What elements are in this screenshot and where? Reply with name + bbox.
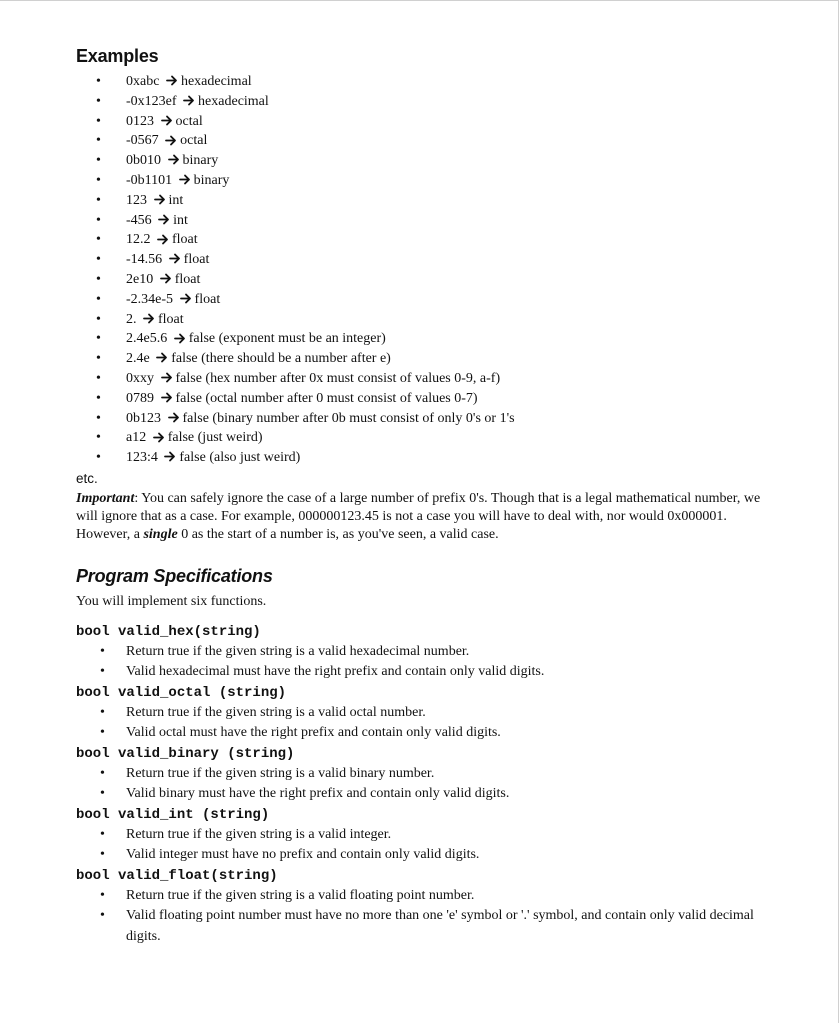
examples-heading: Examples [76, 46, 159, 66]
function-signature: bool valid_hex(string) [76, 623, 261, 640]
function-signature: bool valid_int (string) [76, 806, 270, 823]
bullet-icon: • [100, 643, 105, 659]
example-input: 2.4e5.6 [126, 331, 168, 347]
example-input: a12 [126, 430, 147, 446]
bullet-icon: • [100, 786, 105, 802]
function-point-text: Valid hexadecimal must have the right prefix and contain only valid digits. [126, 664, 545, 680]
right-arrow-icon [166, 75, 178, 86]
right-arrow-icon [161, 372, 173, 383]
function-point [76, 784, 766, 805]
right-arrow-icon [168, 412, 180, 423]
example-item [76, 270, 766, 290]
example-input: 12.2 [126, 232, 151, 248]
function-signature: bool valid_octal (string) [76, 684, 287, 701]
bullet-icon: • [96, 74, 101, 89]
example-item [76, 191, 766, 211]
example-result: octal [175, 113, 203, 129]
example-result: false (there should be a number after e) [171, 351, 391, 367]
function-point [76, 886, 766, 907]
example-result: float [158, 311, 184, 327]
function-point-text: Valid integer must have no prefix and contain only valid digits. [126, 847, 480, 863]
function-point [76, 764, 766, 785]
example-item [76, 329, 766, 349]
example-item [76, 151, 766, 171]
example-result: hexadecimal [198, 93, 269, 109]
right-arrow-icon [174, 333, 186, 344]
example-result: float [183, 252, 210, 268]
function-points [76, 825, 766, 866]
example-item [76, 409, 766, 429]
function-points [76, 642, 766, 683]
example-input: -2.34e-5 [126, 291, 174, 307]
example-result: float [174, 271, 201, 287]
bullet-icon: • [100, 664, 105, 680]
right-arrow-icon [161, 392, 173, 403]
example-item [76, 171, 766, 191]
function-signature: bool valid_float(string) [76, 867, 278, 884]
example-result: false (binary number after 0b must consist of only 0's or 1's [182, 410, 515, 426]
example-input: 0789 [126, 390, 154, 406]
example-input: 2e10 [126, 271, 154, 287]
example-result: octal [180, 133, 208, 149]
example-item [76, 389, 766, 409]
example-input: -0567 [126, 133, 159, 149]
bullet-icon: • [96, 133, 101, 149]
example-input: 0123 [126, 113, 154, 129]
function-points [76, 703, 766, 744]
example-item [76, 369, 766, 389]
example-item [76, 112, 766, 132]
example-item [76, 310, 766, 330]
example-result: int [173, 212, 188, 228]
bullet-icon: • [96, 291, 101, 307]
function-point [76, 642, 766, 663]
right-arrow-icon [169, 253, 181, 264]
function-point-text: Return true if the given string is a valid binary number. [126, 765, 435, 781]
example-item [76, 211, 766, 231]
example-input: 2. [126, 311, 137, 327]
bullet-icon: • [100, 765, 105, 781]
example-input: -14.56 [126, 252, 163, 268]
important-single: single [143, 526, 178, 542]
right-arrow-icon [183, 95, 195, 106]
function-point [76, 845, 766, 866]
right-arrow-icon [164, 451, 176, 462]
function-points [76, 886, 766, 948]
example-item [76, 72, 766, 92]
example-item [76, 230, 766, 250]
function-point [76, 906, 766, 947]
document-content [76, 44, 766, 947]
bullet-icon: • [100, 826, 105, 842]
bullet-icon: • [96, 271, 101, 287]
bullet-icon: • [96, 370, 101, 386]
examples-list [76, 72, 766, 468]
right-arrow-icon [156, 352, 168, 363]
function-point-text: Valid octal must have the right prefix and contain only valid digits. [126, 725, 501, 741]
bullet-icon: • [96, 430, 101, 446]
important-label: Important [76, 490, 135, 506]
bullet-icon: • [96, 450, 101, 466]
right-arrow-icon [143, 313, 155, 324]
example-result: float [194, 291, 221, 307]
function-signature: bool valid_binary (string) [76, 745, 295, 762]
bullet-icon: • [100, 908, 105, 924]
example-input: 0xxy [126, 370, 154, 386]
function-point-text: Return true if the given string is a valid octal number. [126, 704, 426, 720]
bullet-icon: • [96, 311, 101, 327]
example-result: binary [182, 153, 219, 169]
right-arrow-icon [180, 293, 192, 304]
bullet-icon: • [96, 153, 101, 169]
right-arrow-icon [168, 154, 180, 165]
bullet-icon: • [96, 212, 101, 228]
bullet-icon: • [100, 725, 105, 741]
function-point-text: Return true if the given string is a valid integer. [126, 826, 392, 842]
bullet-icon: • [96, 232, 101, 248]
example-input: 123:4 [126, 450, 158, 466]
right-arrow-icon [179, 174, 191, 185]
right-arrow-icon [157, 234, 169, 245]
example-input: 2.4e [126, 351, 150, 367]
right-arrow-icon [165, 135, 177, 146]
function-point [76, 662, 766, 683]
example-result: false (also just weird) [179, 450, 301, 466]
example-item [76, 131, 766, 151]
example-input: 123 [126, 192, 147, 208]
function-point [76, 703, 766, 724]
spec-heading: Program Specifications [76, 565, 273, 586]
example-result: hexadecimal [180, 74, 252, 89]
example-result: int [168, 192, 184, 208]
example-result: false (hex number after 0x must consist of values 0-9, a-f) [175, 370, 501, 386]
bullet-icon: • [96, 331, 101, 347]
right-arrow-icon [153, 432, 165, 443]
example-input: -0x123ef [126, 93, 177, 109]
bullet-icon: • [100, 704, 105, 720]
right-arrow-icon [160, 273, 172, 284]
etc-text: etc. [76, 470, 98, 486]
bullet-icon: • [96, 113, 101, 129]
functions-section [76, 622, 766, 948]
right-arrow-icon [154, 194, 166, 205]
example-input: 0b010 [126, 153, 161, 169]
example-result: false (just weird) [167, 430, 263, 446]
spec-intro: You will implement six functions. [76, 593, 267, 609]
example-item [76, 349, 766, 369]
function-point-text: Valid floating point number must have no more than one 'e' symbol or '.' symbol, and contain only valid decimal digits. [126, 908, 754, 944]
example-input: 0b123 [126, 410, 161, 426]
bullet-icon: • [100, 847, 105, 863]
function-points [76, 764, 766, 805]
function-point-text: Valid binary must have the right prefix and contain only valid digits. [126, 786, 510, 802]
bullet-icon: • [96, 351, 101, 367]
bullet-icon: • [96, 93, 101, 109]
right-arrow-icon [158, 214, 170, 225]
bullet-icon: • [96, 390, 101, 406]
example-result: false (octal number after 0 must consist of values 0-7) [175, 390, 478, 406]
example-input: 0xabc [126, 74, 160, 89]
example-item [76, 250, 766, 270]
bullet-icon: • [96, 172, 101, 188]
bullet-icon: • [96, 252, 101, 268]
bullet-icon: • [100, 887, 105, 903]
important-note [76, 490, 766, 544]
important-text-2: 0 as the start of a number is, as you've seen, a valid case. [177, 526, 499, 542]
example-item [76, 290, 766, 310]
example-result: binary [193, 172, 230, 188]
example-input: -456 [126, 212, 152, 228]
example-result: float [172, 232, 198, 248]
example-item [76, 448, 766, 468]
bullet-icon: • [96, 410, 101, 426]
function-point [76, 723, 766, 744]
example-input: -0b1101 [126, 172, 173, 188]
bullet-icon: • [96, 192, 101, 208]
right-arrow-icon [161, 115, 173, 126]
example-result: false (exponent must be an integer) [188, 331, 386, 347]
example-item [76, 428, 766, 448]
function-point-text: Return true if the given string is a valid floating point number. [126, 887, 475, 903]
function-point [76, 825, 766, 846]
function-point-text: Return true if the given string is a valid hexadecimal number. [126, 643, 470, 659]
example-item [76, 92, 766, 112]
important-text-1: : You can safely ignore the case of a large number of prefix 0's. Though that is a legal mathematical number, we will ignore that as a case. For example, 000000123.45 is not a case you will have to deal with, nor would 0x000001. However, a [76, 490, 761, 542]
